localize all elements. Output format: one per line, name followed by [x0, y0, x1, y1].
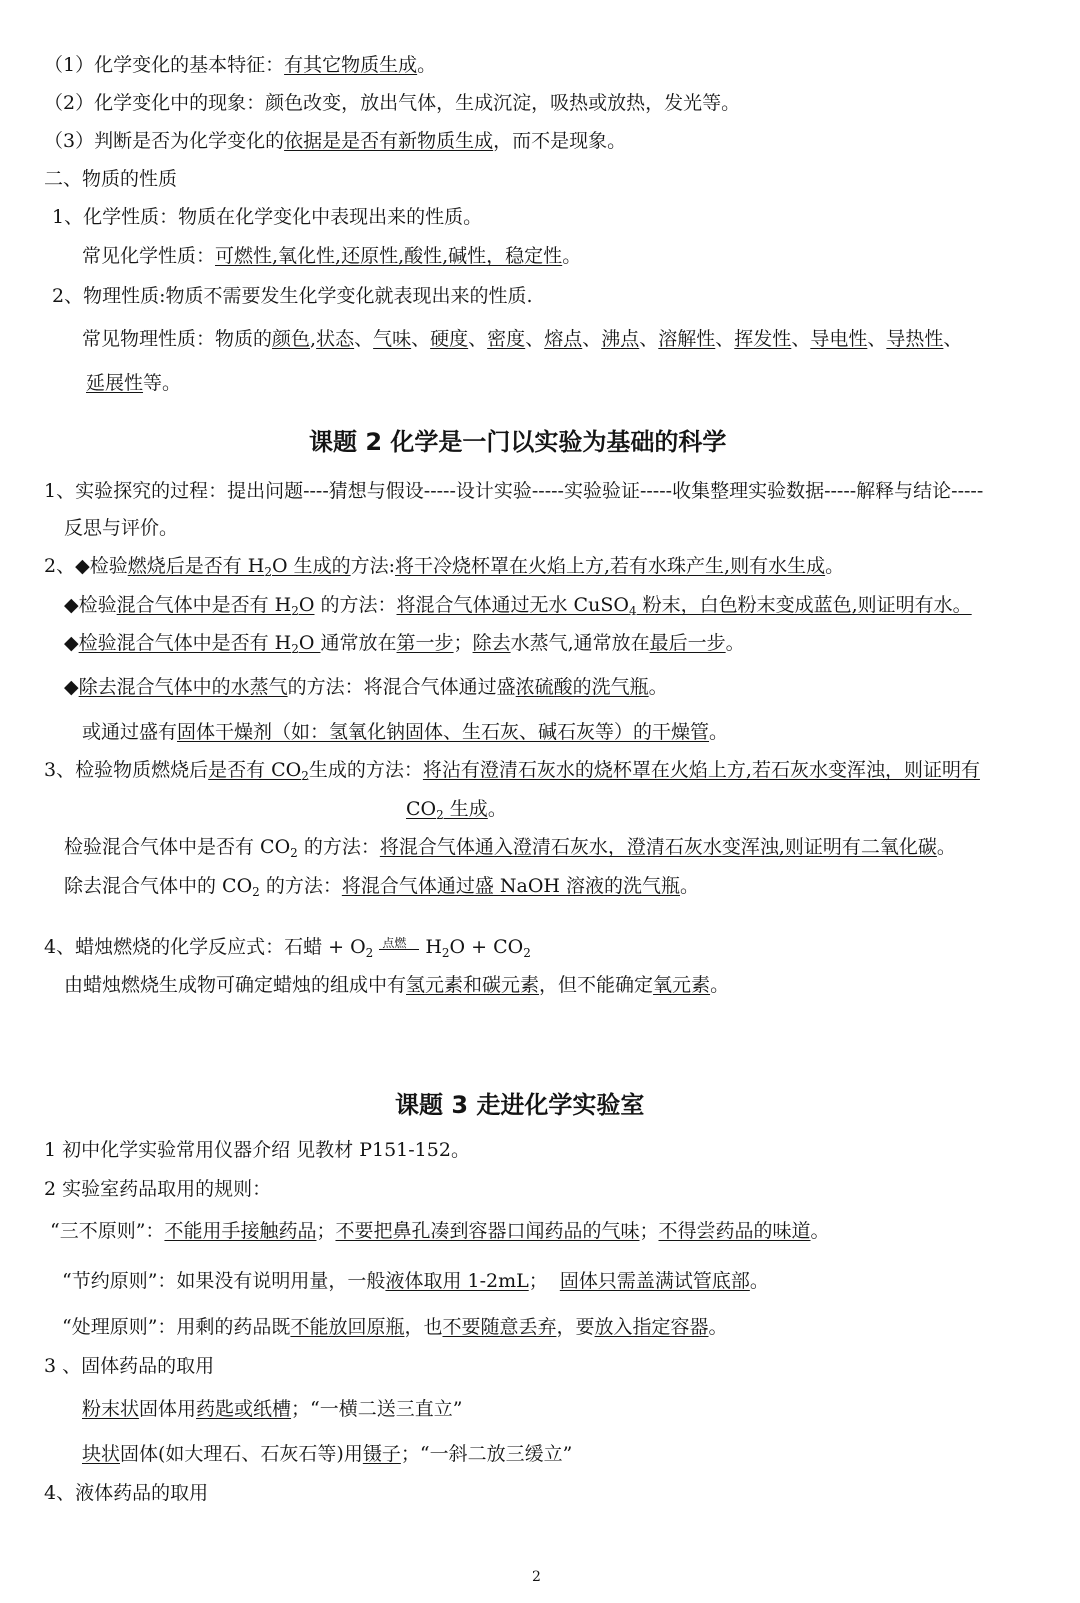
separator: 、 [525, 328, 545, 350]
text: 方法: [350, 555, 396, 577]
subscript: 2 [441, 946, 450, 960]
text: 检验 [89, 555, 128, 577]
subscript: 2 [291, 642, 299, 656]
topic3-p8 [82, 1441, 572, 1467]
topic2-p1b: 反思与评价。 [64, 517, 179, 539]
chem-property-common [82, 243, 581, 269]
text: 常见物理性质：物质的 [82, 328, 273, 350]
text: 除去混合气体中的 CO [64, 875, 253, 897]
topic2-p6 [82, 719, 728, 745]
text: “三不原则”： [50, 1220, 165, 1242]
text: 的方法：将混合气体通过盛 [287, 676, 516, 698]
topic2-p9 [64, 873, 699, 899]
text: O [298, 594, 315, 616]
text: ，而不是现象。 [493, 130, 627, 152]
underlined-text: 不要随意丢弃 [442, 1316, 557, 1338]
underlined-text: 有其它物质生成 [284, 54, 418, 76]
topic2-p11 [64, 972, 729, 998]
topic3-p5 [62, 1314, 728, 1340]
bullet-icon: ◆ [64, 632, 79, 654]
intro-line-2: （2）化学变化中的现象：颜色改变，放出气体，生成沉淀，吸热或放热，发光等。 [44, 92, 741, 114]
phys-property-def: 2、物理性质:物质不需要发生化学变化就表现出来的性质. [52, 285, 533, 307]
text: 检验 [78, 594, 117, 616]
text: 由蜡烛燃烧生成物可确定蜡烛的组成中有 [64, 974, 407, 996]
subscript: 2 [264, 565, 272, 579]
property-item: 气味 [373, 328, 412, 350]
text: ； [528, 1270, 560, 1292]
underlined-text: 可燃性,氧化性,还原性,酸性,碱性，稳定性 [215, 245, 563, 267]
underlined-text: 固体干燥剂（如：氢氧化钠固体、生石灰、碱石灰等）的干燥管 [177, 721, 710, 743]
underlined-text [79, 632, 321, 654]
underlined-text [128, 555, 351, 577]
section-title: 二、物质的性质 [44, 168, 178, 190]
topic3-p9: 4、液体药品的取用 [44, 1482, 209, 1504]
subscript: 2 [523, 946, 531, 960]
text: ； [639, 1220, 659, 1242]
underlined-text: 氧元素 [653, 974, 711, 996]
text: 。 [680, 875, 700, 897]
topic2-p7-cont [406, 796, 507, 822]
underlined-text: 氢元素和碳元素 [406, 974, 540, 996]
text: 2、 [44, 555, 76, 577]
text: 的方法： [259, 875, 342, 897]
bullet-icon: ◆ [64, 676, 79, 698]
underlined-text: 镊子 [362, 1443, 401, 1465]
text: 检验混合气体中是否有 H [78, 632, 292, 654]
intro-line-3 [44, 128, 626, 154]
topic3-heading: 课题 3 走进化学实验室 [395, 1091, 645, 1119]
text: ，但不能确定 [539, 974, 654, 996]
text: ； [453, 632, 473, 654]
underlined-text: 将混合气体通入澄清石灰水，澄清石灰水变浑浊,则证明有二氧化碳 [379, 836, 937, 858]
property-item: 挥发性 [734, 328, 792, 350]
page-number: 2 [532, 1569, 541, 1585]
topic2-p2 [44, 553, 844, 579]
underlined-text [406, 798, 488, 820]
topic3-p2: 2 实验室药品取用的规则： [44, 1178, 272, 1200]
subscript: 2 [290, 846, 298, 860]
text: 。 [749, 1270, 769, 1292]
text: “处理原则”：用剩的药品既 [62, 1316, 291, 1338]
text: 。 [709, 721, 729, 743]
text: ，也 [404, 1316, 443, 1338]
underlined-text: 将干冷烧杯罩在火焰上方,若有水珠产生,则有水生成 [395, 555, 826, 577]
topic3-p1: 1 初中化学实验常用仪器介绍 见教材 P151-152。 [44, 1139, 470, 1161]
topic2-p3 [64, 592, 972, 618]
topic2-p5 [64, 674, 668, 700]
text: 将混合气体通过无水 CuSO [396, 594, 629, 616]
subscript: 2 [291, 604, 299, 618]
text: 生成的方法： [308, 759, 423, 781]
topic2-heading: 课题 2 化学是一门以实验为基础的科学 [309, 428, 727, 456]
text: 的方法： [297, 836, 380, 858]
underlined-text: 将沾有澄清石灰水的烧杯罩在火焰上方,若石灰水变浑浊，则证明有 [422, 759, 980, 781]
topic2-p10-equation [44, 934, 531, 960]
text: （3）判断是否为化学变化的 [44, 130, 285, 152]
reaction-condition: 点燃 [382, 936, 407, 950]
text: 。 [708, 1316, 728, 1338]
underlined-text: 粉末状 [82, 1398, 140, 1420]
topic2-p1a: 1、实验探究的过程：提出问题----猜想与假设-----设计实验-----实验验证-----收集整理实验数据-----解释与结论----- [44, 480, 984, 502]
topic3-p3 [50, 1218, 830, 1244]
text: 常见化学性质： [82, 245, 216, 267]
separator: 、 [715, 328, 735, 350]
text: 燃烧后是否有 H [127, 555, 265, 577]
separator: 、 [639, 328, 659, 350]
separator: 、 [867, 328, 887, 350]
separator: 、 [582, 328, 602, 350]
text: 或通过盛有 [82, 721, 178, 743]
subscript: 2 [252, 885, 260, 899]
reaction-arrow-icon [379, 938, 419, 958]
underlined-text: 固体只需盖满试管底部 [559, 1270, 750, 1292]
underlined-text: 不能放回原瓶 [290, 1316, 405, 1338]
text: 是否有 CO [208, 759, 302, 781]
underlined-text: 药匙或纸槽 [196, 1398, 292, 1420]
text: ，要 [556, 1316, 595, 1338]
text: ； [316, 1220, 336, 1242]
text: 。 [562, 245, 582, 267]
text: 粉末，白色粉末变成蓝色,则证明有水。 [636, 594, 972, 616]
topic2-p8 [64, 834, 956, 860]
text: 。 [487, 798, 507, 820]
text: ；“一横二送三直立” [291, 1398, 463, 1420]
text: O + CO [449, 936, 524, 958]
text: 。 [725, 632, 745, 654]
text: 。 [648, 676, 668, 698]
separator: 、 [791, 328, 811, 350]
text: 。 [936, 836, 956, 858]
underlined-text: 不能用手接触药品 [164, 1220, 317, 1242]
property-item: 熔点 [544, 328, 583, 350]
text: 的方法： [314, 594, 397, 616]
phys-property-common [82, 326, 962, 352]
separator: 、 [468, 328, 488, 350]
underlined-text: 不得尝药品的味道 [658, 1220, 811, 1242]
property-item: 沸点 [601, 328, 640, 350]
bullet-icon: ◆ [64, 594, 79, 616]
property-item: 导热性 [886, 328, 944, 350]
subscript: 4 [628, 604, 637, 618]
text: H [425, 936, 442, 958]
bullet-icon: ◆ [75, 555, 90, 577]
underlined-text: 将混合气体通过盛 NaOH 溶液的洗气瓶 [341, 875, 681, 897]
underlined-text: 除去混合气体中的水蒸气 [78, 676, 288, 698]
property-item: 密度 [487, 328, 526, 350]
underlined-text: 不要把鼻孔凑到容器口闻药品的气味 [335, 1220, 640, 1242]
subscript: 2 [365, 946, 374, 960]
topic2-p7 [44, 757, 980, 783]
underlined-text: 浓硫酸的洗气瓶 [515, 676, 649, 698]
property-item: 溶解性 [658, 328, 716, 350]
property-item: 延展性 [86, 372, 144, 394]
underlined-text: 块状 [82, 1443, 121, 1465]
text: 4、蜡烛燃烧的化学反应式：石蜡 + O [44, 936, 366, 958]
property-item: 颜色 [272, 328, 311, 350]
text: 固体用 [139, 1398, 197, 1420]
text: 等。 [143, 372, 182, 394]
text: 检验混合气体中是否有 CO [64, 836, 291, 858]
separator: 、 [943, 328, 963, 350]
topic3-p7 [82, 1396, 462, 1422]
underlined-text: 放入指定容器 [594, 1316, 709, 1338]
underlined-text: 依据是是否有新物质生成 [284, 130, 494, 152]
text: 通常放在 [320, 632, 397, 654]
text: 。 [825, 555, 845, 577]
text: 混合气体中是否有 H [116, 594, 292, 616]
property-item: 状态 [316, 328, 355, 350]
text: 。 [417, 54, 437, 76]
text: 。 [710, 974, 730, 996]
text: 固体(如大理石、石灰石等)用 [120, 1443, 363, 1465]
text: ；“一斜二放三缓立” [400, 1443, 573, 1465]
text: 生成 [443, 798, 488, 820]
underlined-text [117, 594, 315, 616]
chem-property-def: 1、化学性质：物质在化学变化中表现出来的性质。 [52, 206, 483, 228]
separator: 、 [411, 328, 431, 350]
text: O 生成的 [271, 555, 351, 577]
intro-line-1 [44, 52, 436, 78]
underlined-text: 液体取用 1-2mL [385, 1270, 529, 1292]
underlined-text [208, 759, 309, 781]
underlined-text: 除去 [472, 632, 511, 654]
text: O [298, 632, 321, 654]
separator: 、 [354, 328, 374, 350]
topic3-p4 [62, 1268, 769, 1294]
phys-property-cont [86, 370, 181, 396]
text: CO [406, 798, 437, 820]
text: 3、检验物质燃烧后 [44, 759, 209, 781]
text: 水蒸气,通常放在 [510, 632, 650, 654]
underlined-text: 第一步 [396, 632, 454, 654]
text: 。 [810, 1220, 830, 1242]
arrow-line [379, 949, 419, 950]
subscript: 2 [301, 769, 309, 783]
text: “节约原则”：如果没有说明用量，一般 [62, 1270, 386, 1292]
topic3-p6: 3 、固体药品的取用 [44, 1355, 215, 1377]
subscript: 2 [436, 808, 444, 822]
underlined-text [397, 594, 972, 616]
text: （1）化学变化的基本特征： [44, 54, 285, 76]
underlined-text: 最后一步 [649, 632, 726, 654]
property-item: 硬度 [430, 328, 469, 350]
topic2-p4 [64, 630, 745, 656]
separator: , [310, 328, 317, 350]
property-item: 导电性 [810, 328, 868, 350]
